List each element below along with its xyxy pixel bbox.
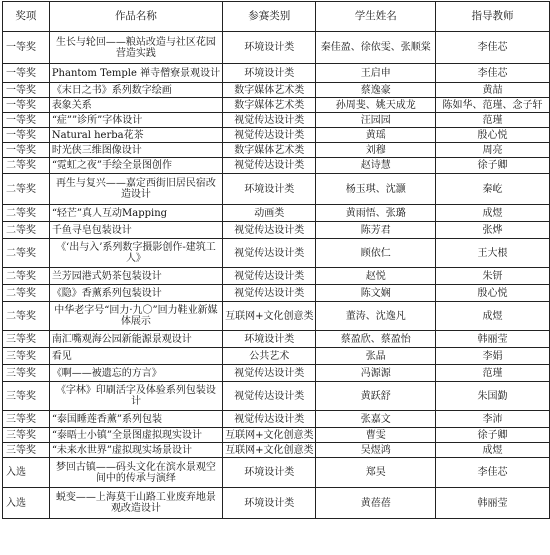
teacher-cell: 成煜 <box>435 205 549 222</box>
category-cell: 数字媒体艺术类 <box>223 83 316 98</box>
students-cell: 黄雨悟、张璐 <box>316 205 436 222</box>
award-cell: 二等奖 <box>3 239 50 268</box>
students-cell: 孙周斐、姚天成龙 <box>316 98 436 113</box>
award-cell: 一等奖 <box>3 83 50 98</box>
teacher-cell: 韩丽莹 <box>435 488 549 519</box>
students-cell: 顾依仁 <box>316 239 436 268</box>
teacher-cell: 张烨 <box>435 222 549 239</box>
work-title-cell: “轻芒”真人互动Mapping <box>49 205 222 222</box>
award-cell: 二等奖 <box>3 158 50 174</box>
students-cell: 赵悦 <box>316 268 436 285</box>
work-title-cell: Natural herba花茶 <box>49 128 222 143</box>
students-cell: 黄蓓蓓 <box>316 488 436 519</box>
table-row <box>3 222 550 239</box>
teacher-cell: 殷心悦 <box>435 285 549 302</box>
category-cell: 视觉传达设计类 <box>223 158 316 174</box>
students-cell: 赵诗慧 <box>316 158 436 174</box>
students-cell: 蔡盈欣、蔡盈怡 <box>316 331 436 348</box>
work-title-cell: 兰芳园港式奶茶包装设计 <box>49 268 222 285</box>
award-cell: 二等奖 <box>3 268 50 285</box>
work-title-cell: 《啊——被遗忘的方言》 <box>49 365 222 382</box>
students-cell: 刘穆 <box>316 143 436 158</box>
students-cell: 冯源源 <box>316 365 436 382</box>
table-row <box>3 365 550 382</box>
category-cell: 环境设计类 <box>223 174 316 205</box>
award-cell: 二等奖 <box>3 285 50 302</box>
students-cell: 汪园园 <box>316 113 436 128</box>
award-list-sheet <box>2 1 550 519</box>
table-row <box>3 268 550 285</box>
teacher-cell: 范瑾 <box>435 365 549 382</box>
work-title-cell: 《隐》香薰系列包装设计 <box>49 285 222 302</box>
award-cell: 一等奖 <box>3 32 50 64</box>
category-cell: 环境设计类 <box>223 488 316 519</box>
teacher-cell: 李佳芯 <box>435 32 549 64</box>
award-cell: 三等奖 <box>3 428 50 443</box>
work-title-cell: 再生与复兴——嘉定西街旧居民宿改造设计 <box>49 174 222 205</box>
work-title-cell: 南汇嘴观海公园新能源景观设计 <box>49 331 222 348</box>
category-cell: 视觉传达设计类 <box>223 239 316 268</box>
header-work: 作品名称 <box>49 2 222 32</box>
category-cell: 视觉传达设计类 <box>223 411 316 428</box>
table-row <box>3 348 550 365</box>
work-title-cell: 梦回古镇——码头文化在滨水景观空间中的传承与演绎 <box>49 458 222 488</box>
category-cell: 视觉传达设计类 <box>223 365 316 382</box>
category-cell: 环境设计类 <box>223 331 316 348</box>
header-award: 奖项 <box>3 2 50 32</box>
table-row <box>3 64 550 83</box>
work-title-cell: 中华老字号“回力·九〇”回力鞋业新媒体展示 <box>49 302 222 331</box>
work-title-cell: 生长与轮回——粮站改造与社区花园营造实践 <box>49 32 222 64</box>
students-cell: 杨玉琪、沈灏 <box>316 174 436 205</box>
category-cell: 视觉传达设计类 <box>223 128 316 143</box>
award-cell: 三等奖 <box>3 382 50 411</box>
students-cell: 秦佳盈、徐依雯、张顺棠 <box>316 32 436 64</box>
work-title-cell: 《字林》印刷活字及体验系列包装设计 <box>49 382 222 411</box>
category-cell: 视觉传达设计类 <box>223 382 316 411</box>
award-cell: 一等奖 <box>3 128 50 143</box>
award-table <box>2 1 550 519</box>
teacher-cell: 殷心悦 <box>435 128 549 143</box>
table-row <box>3 83 550 98</box>
work-title-cell: 时光侠三维图像设计 <box>49 143 222 158</box>
table-row <box>3 411 550 428</box>
header-category: 参赛类别 <box>223 2 316 32</box>
teacher-cell: 黄喆 <box>435 83 549 98</box>
category-cell: 视觉传达设计类 <box>223 222 316 239</box>
students-cell: 郑昊 <box>316 458 436 488</box>
award-cell: 二等奖 <box>3 302 50 331</box>
work-title-cell: 蜕变——上海莫干山路工业废弃地景观改造设计 <box>49 488 222 519</box>
teacher-cell: 徐子卿 <box>435 428 549 443</box>
award-cell: 一等奖 <box>3 113 50 128</box>
header-row <box>3 2 550 32</box>
table-row <box>3 174 550 205</box>
work-title-cell: 千鱼寻皂包装设计 <box>49 222 222 239</box>
table-row <box>3 239 550 268</box>
header-teacher: 指导教师 <box>435 2 549 32</box>
teacher-cell: 徐子卿 <box>435 158 549 174</box>
category-cell: 数字媒体艺术类 <box>223 143 316 158</box>
award-cell: 一等奖 <box>3 64 50 83</box>
category-cell: 互联网+文化创意类 <box>223 443 316 458</box>
category-cell: 视觉传达设计类 <box>223 113 316 128</box>
award-cell: 三等奖 <box>3 331 50 348</box>
award-cell: 入选 <box>3 488 50 519</box>
table-row <box>3 428 550 443</box>
work-title-cell: 《末日之书》系列数字绘画 <box>49 83 222 98</box>
award-cell: 二等奖 <box>3 174 50 205</box>
table-row <box>3 113 550 128</box>
work-title-cell: “泰国睡莲香薰”系列包装 <box>49 411 222 428</box>
table-row <box>3 128 550 143</box>
teacher-cell: 韩丽莹 <box>435 331 549 348</box>
teacher-cell: 成煜 <box>435 443 549 458</box>
students-cell: 董涛、沈逸凡 <box>316 302 436 331</box>
award-cell: 二等奖 <box>3 205 50 222</box>
work-title-cell: Phantom Temple 禅寺僧寮景观设计 <box>49 64 222 83</box>
students-cell: 黄瑶 <box>316 128 436 143</box>
table-row <box>3 158 550 174</box>
category-cell: 环境设计类 <box>223 64 316 83</box>
work-title-cell: 看见 <box>49 348 222 365</box>
category-cell: 互联网+文化创意类 <box>223 302 316 331</box>
teacher-cell: 成煜 <box>435 302 549 331</box>
award-cell: 二等奖 <box>3 222 50 239</box>
students-cell: 陈芳君 <box>316 222 436 239</box>
category-cell: 互联网+文化创意类 <box>223 428 316 443</box>
students-cell: 曹雯 <box>316 428 436 443</box>
table-row <box>3 443 550 458</box>
students-cell: 王启申 <box>316 64 436 83</box>
category-cell: 视觉传达设计类 <box>223 285 316 302</box>
teacher-cell: 李佳芯 <box>435 458 549 488</box>
header-students: 学生姓名 <box>316 2 436 32</box>
award-cell: 三等奖 <box>3 443 50 458</box>
work-title-cell: “未来水世界”虚拟现实场景设计 <box>49 443 222 458</box>
teacher-cell: 李娟 <box>435 348 549 365</box>
students-cell: 吴煜鸿 <box>316 443 436 458</box>
students-cell: 黄跃舒 <box>316 382 436 411</box>
category-cell: 数字媒体艺术类 <box>223 98 316 113</box>
teacher-cell: 李沛 <box>435 411 549 428</box>
table-row <box>3 143 550 158</box>
teacher-cell: 周亮 <box>435 143 549 158</box>
table-row <box>3 488 550 519</box>
students-cell: 蔡逸豪 <box>316 83 436 98</box>
table-row <box>3 458 550 488</box>
category-cell: 动画类 <box>223 205 316 222</box>
work-title-cell: “霓虹之夜”手绘全景图创作 <box>49 158 222 174</box>
students-cell: 陈文娴 <box>316 285 436 302</box>
table-body <box>3 32 550 519</box>
table-row <box>3 205 550 222</box>
students-cell: 张晶 <box>316 348 436 365</box>
award-cell: 入选 <box>3 458 50 488</box>
teacher-cell: 朱国勤 <box>435 382 549 411</box>
table-row <box>3 331 550 348</box>
category-cell: 视觉传达设计类 <box>223 268 316 285</box>
category-cell: 环境设计类 <box>223 458 316 488</box>
award-cell: 一等奖 <box>3 98 50 113</box>
teacher-cell: 范瑾 <box>435 113 549 128</box>
table-row <box>3 32 550 64</box>
teacher-cell: 陈如华、范瑾、念子轩 <box>435 98 549 113</box>
teacher-cell: 朱钘 <box>435 268 549 285</box>
table-row <box>3 285 550 302</box>
work-title-cell: “泰晤士小镇”全景图虚拟现实设计 <box>49 428 222 443</box>
work-title-cell: “症””诊所”字体设计 <box>49 113 222 128</box>
award-cell: 三等奖 <box>3 365 50 382</box>
award-cell: 三等奖 <box>3 348 50 365</box>
teacher-cell: 李佳芯 <box>435 64 549 83</box>
table-row <box>3 302 550 331</box>
category-cell: 公共艺术 <box>223 348 316 365</box>
table-row <box>3 98 550 113</box>
teacher-cell: 王大根 <box>435 239 549 268</box>
award-cell: 一等奖 <box>3 143 50 158</box>
work-title-cell: 表象关系 <box>49 98 222 113</box>
students-cell: 张嘉文 <box>316 411 436 428</box>
category-cell: 环境设计类 <box>223 32 316 64</box>
work-title-cell: 《‘出与入’系列数字摄影创作-建筑工人》 <box>49 239 222 268</box>
award-cell: 三等奖 <box>3 411 50 428</box>
table-row <box>3 382 550 411</box>
teacher-cell: 秦屹 <box>435 174 549 205</box>
